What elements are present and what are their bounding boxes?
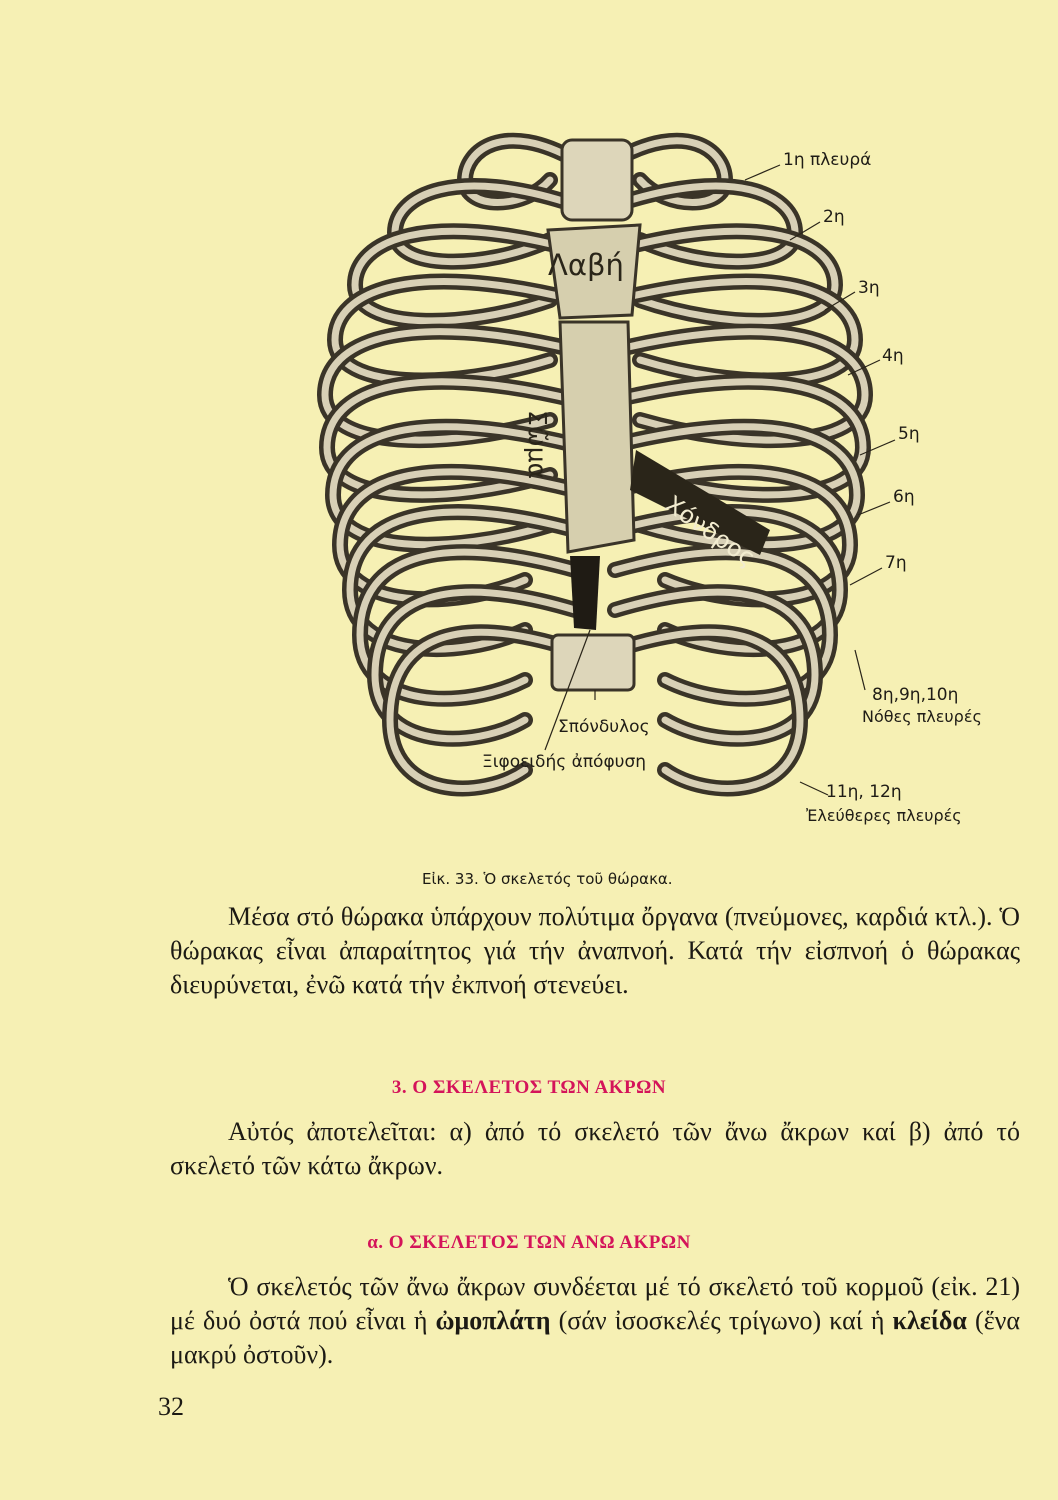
- paragraph-limbs: [170, 1115, 1020, 1183]
- section-heading-upper-limbs: α. Ο ΣΚΕΛΕΤΟΣ ΤΩΝ ΑΝΩ ΑΚΡΩΝ: [367, 1232, 691, 1253]
- upper-limbs-text-start: Ὁ σκελετός τῶν ἄνω ἄκρων συνδέεται μέ τό σκελετό τοῦ κορμοῦ (εἰκ. 21) μέ δυό ὀστά πού εἶναι ἡ: [170, 1272, 1020, 1335]
- rib-label-7: 7η: [885, 553, 907, 573]
- floating-ribs-numbers: 11η, 12η: [826, 782, 902, 802]
- upper-limbs-text-end: (ἕνα μακρύ ὀστοῦν).: [170, 1306, 1020, 1369]
- false-ribs-name: Νόθες πλευρές: [862, 707, 982, 726]
- figure-caption: Εἰκ. 33. Ὁ σκελετός τοῦ θώρακα.: [422, 870, 673, 888]
- vertebra-bottom-shape: [552, 635, 634, 690]
- paragraph-upper-limbs: [170, 1270, 1020, 1372]
- vertebra-top-shape: [562, 140, 632, 220]
- label-leader-line: [800, 782, 828, 795]
- rib-label-2: 2η: [823, 207, 845, 227]
- label-leader-line: [855, 650, 865, 690]
- xiphoid-label: Ξιφοειδής ἀπόφυση: [482, 752, 647, 772]
- false-ribs-numbers: 8η,9η,10η: [872, 685, 959, 705]
- label-leader-line: [850, 568, 882, 585]
- label-leader-line: [745, 165, 780, 180]
- page-number: 32: [158, 1392, 184, 1421]
- rib-label-3: 3η: [858, 278, 880, 298]
- sternum-body-shape: [560, 322, 634, 552]
- sternum-body-label: Σῶμα: [523, 410, 552, 480]
- paragraph-thorax: [170, 900, 1020, 1002]
- floating-ribs-name: Ἐλεύθερες πλευρές: [806, 806, 962, 825]
- cartilage-label: Χόνδρος: [659, 490, 761, 573]
- paragraph-limbs-text: Αὐτός ἀποτελεῖται: α) ἀπό τό σκελετό τῶν ἄνω ἄκρων καί β) ἀπό τό σκελετό τῶν κάτω ἄκρων.: [170, 1117, 1020, 1180]
- paragraph-thorax-text: Μέσα στό θώρακα ὑπάρχουν πολύτιμα ὄργανα (πνεύμονες, καρδιά κτλ.). Ὁ θώρακας εἶναι ἀπαραίτητος γιά τήν ἀναπνοή. Κατά τήν εἰσπνοή ὁ θώρακας διευρύνεται, ἐνῶ κατά τήν ἐκπνοή στενεύει.: [170, 902, 1020, 999]
- rib-label-6: 6η: [893, 487, 915, 507]
- paragraph-upper-limbs-text: [170, 1270, 1020, 1372]
- rib-label-4: 4η: [882, 346, 904, 366]
- upper-limbs-text-middle: (σάν ἰσοσκελές τρίγωνο) καί ἡ: [550, 1306, 893, 1335]
- vertebra-label: Σπόνδυλος: [558, 717, 650, 737]
- manubrium-label: Λαβή: [548, 248, 624, 282]
- xiphoid-shape: [570, 556, 600, 630]
- section-heading-limbs: 3. Ο ΣΚΕΛΕΤΟΣ ΤΩΝ ΑΚΡΩΝ: [391, 1077, 667, 1098]
- clavicle-term: κλείδα: [892, 1306, 967, 1335]
- rib-label-1: 1η πλευρά: [783, 150, 872, 170]
- scapula-term: ὠμοπλάτη: [435, 1306, 551, 1335]
- rib-label-5: 5η: [898, 424, 920, 444]
